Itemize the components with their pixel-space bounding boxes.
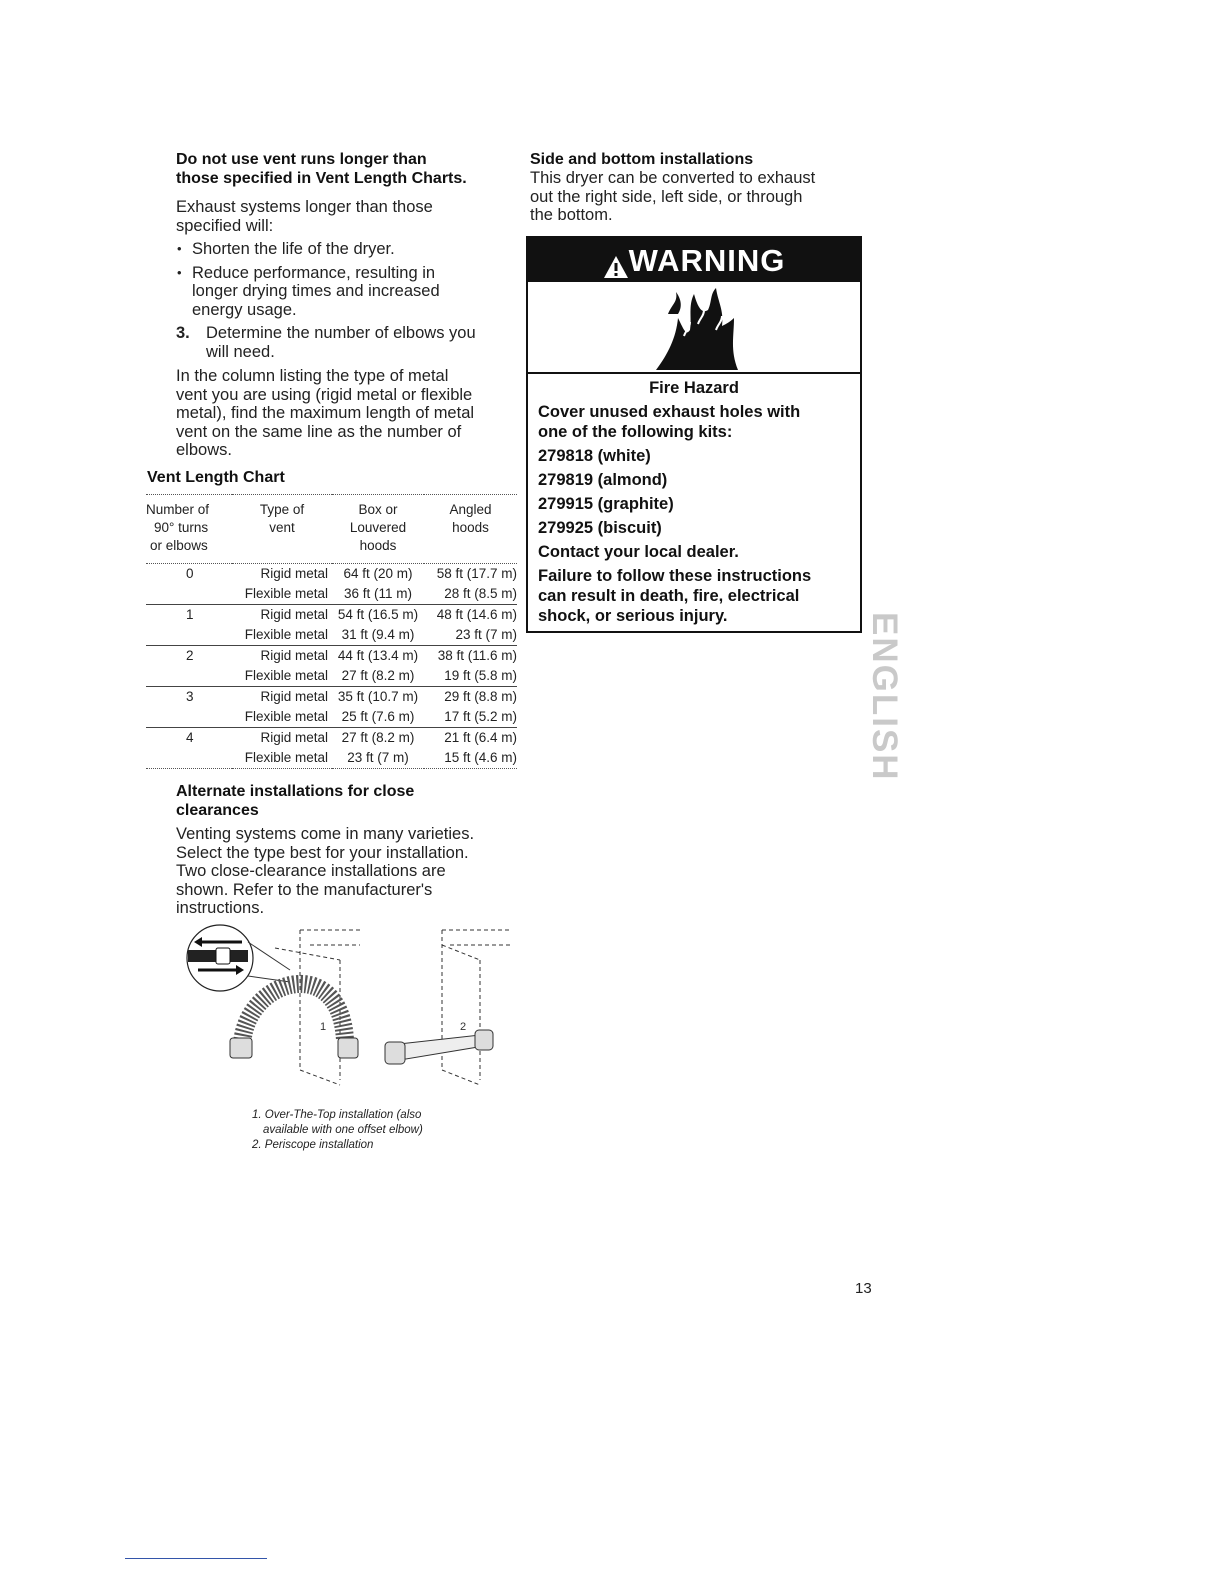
page-number: 13: [855, 1280, 872, 1297]
failure-text: Failure to follow these instructions: [538, 567, 812, 585]
side-bottom-section: [530, 150, 860, 225]
table-row: Flexible metal 23 ft (7 m) 15 ft (4.6 m): [146, 748, 517, 769]
kit-item: 279925 (biscuit): [538, 519, 662, 537]
table-row: 4 Rigid metal 27 ft (8.2 m) 21 ft (6.4 m): [146, 728, 517, 749]
arrow-icon: [188, 937, 248, 975]
intro-line: specified will:: [176, 216, 274, 235]
intro-line: Exhaust systems longer than those: [176, 198, 433, 216]
step-number: 3.: [176, 324, 190, 342]
figure-label: 1: [320, 1021, 327, 1033]
hazard-title: Fire Hazard: [649, 379, 739, 397]
kit-item: 279915 (graphite): [538, 495, 674, 513]
warning-box: [526, 236, 862, 633]
language-tab: ENGLISH: [865, 612, 904, 782]
header-angled: Angled hoods: [424, 495, 517, 564]
table-row: 1 Rigid metal 54 ft (16.5 m) 48 ft (14.6 m): [146, 605, 517, 626]
header-type: Type of vent: [232, 495, 332, 564]
list-item: • Shorten the life of the dryer.: [176, 240, 516, 259]
warning-body: Fire Hazard Cover unused exhaust holes with one of the following kits: 279818 (white) 279819 (almond) 279915 (graphite) 279925 (biscuit) Contact your local dealer. Failure to follow these instructions can result in death, fire, electrical shock, or serious injury.: [528, 374, 860, 626]
alternate-paragraph: Venting systems come in many varieties. Select the type best for your installation. Two close-clearance installations are shown. Refer to the manufacturer's instructions.: [176, 825, 475, 917]
warning-header: WARNING: [528, 238, 860, 282]
table-row: 3 Rigid metal 35 ft (10.7 m) 29 ft (8.8 m): [146, 687, 517, 708]
installation-illustration: [180, 920, 515, 1095]
chart-title: Vent Length Chart: [147, 469, 285, 486]
footer-rule: [125, 1558, 267, 1559]
instructions-paragraph: In the column listing the type of metal vent you are using (rigid metal or flexible metal), find the maximum length of metal vent on the same line as the number of elbows.: [176, 367, 475, 459]
contact-text: Contact your local dealer.: [538, 543, 739, 561]
section-heading-line: those specified in Vent Length Charts.: [176, 170, 467, 187]
table-row: Flexible metal 31 ft (9.4 m) 23 ft (7 m): [244, 627, 517, 642]
vent-runs-section: [176, 150, 516, 460]
fire-icon: [528, 282, 860, 372]
table-row: 2 Rigid metal 44 ft (13.4 m) 38 ft (11.6 m): [146, 646, 517, 667]
step-item: 3. Determine the number of elbows you will need.: [176, 324, 476, 361]
effects-list: [176, 240, 516, 319]
section-heading-line: clearances: [176, 802, 259, 819]
list-item: • Reduce performance, resulting in longer drying times and increased energy usage.: [176, 264, 516, 320]
figure-caption: 1. Over-The-Top installation (also available with one offset elbow) 2. Periscope installation: [252, 1109, 423, 1151]
table-row: Flexible metal 25 ft (7.6 m) 17 ft (5.2 m): [244, 709, 517, 724]
figure-label: 2: [460, 1021, 467, 1033]
alternate-section: [176, 782, 516, 918]
section-heading: Side and bottom installations: [530, 151, 754, 168]
table-row: Flexible metal 36 ft (11 m) 28 ft (8.5 m): [244, 586, 517, 601]
vent-length-table: [146, 494, 517, 769]
header-elbows: Number of 90° turns or elbows: [146, 495, 232, 564]
section-heading-line: Do not use vent runs longer than: [176, 151, 427, 168]
kit-item: 279818 (white): [538, 447, 651, 465]
table-row: 0 Rigid metal 64 ft (20 m) 58 ft (17.7 m): [146, 564, 517, 585]
table-header-row: [146, 495, 517, 564]
side-paragraph: This dryer can be converted to exhaust out the right side, left side, or through the bottom.: [530, 169, 816, 224]
kit-item: 279819 (almond): [538, 471, 668, 489]
header-box: Box or Louvered hoods: [332, 495, 424, 564]
table-row: Flexible metal 27 ft (8.2 m) 19 ft (5.8 m): [244, 668, 517, 683]
section-heading-line: Alternate installations for close: [176, 783, 415, 800]
